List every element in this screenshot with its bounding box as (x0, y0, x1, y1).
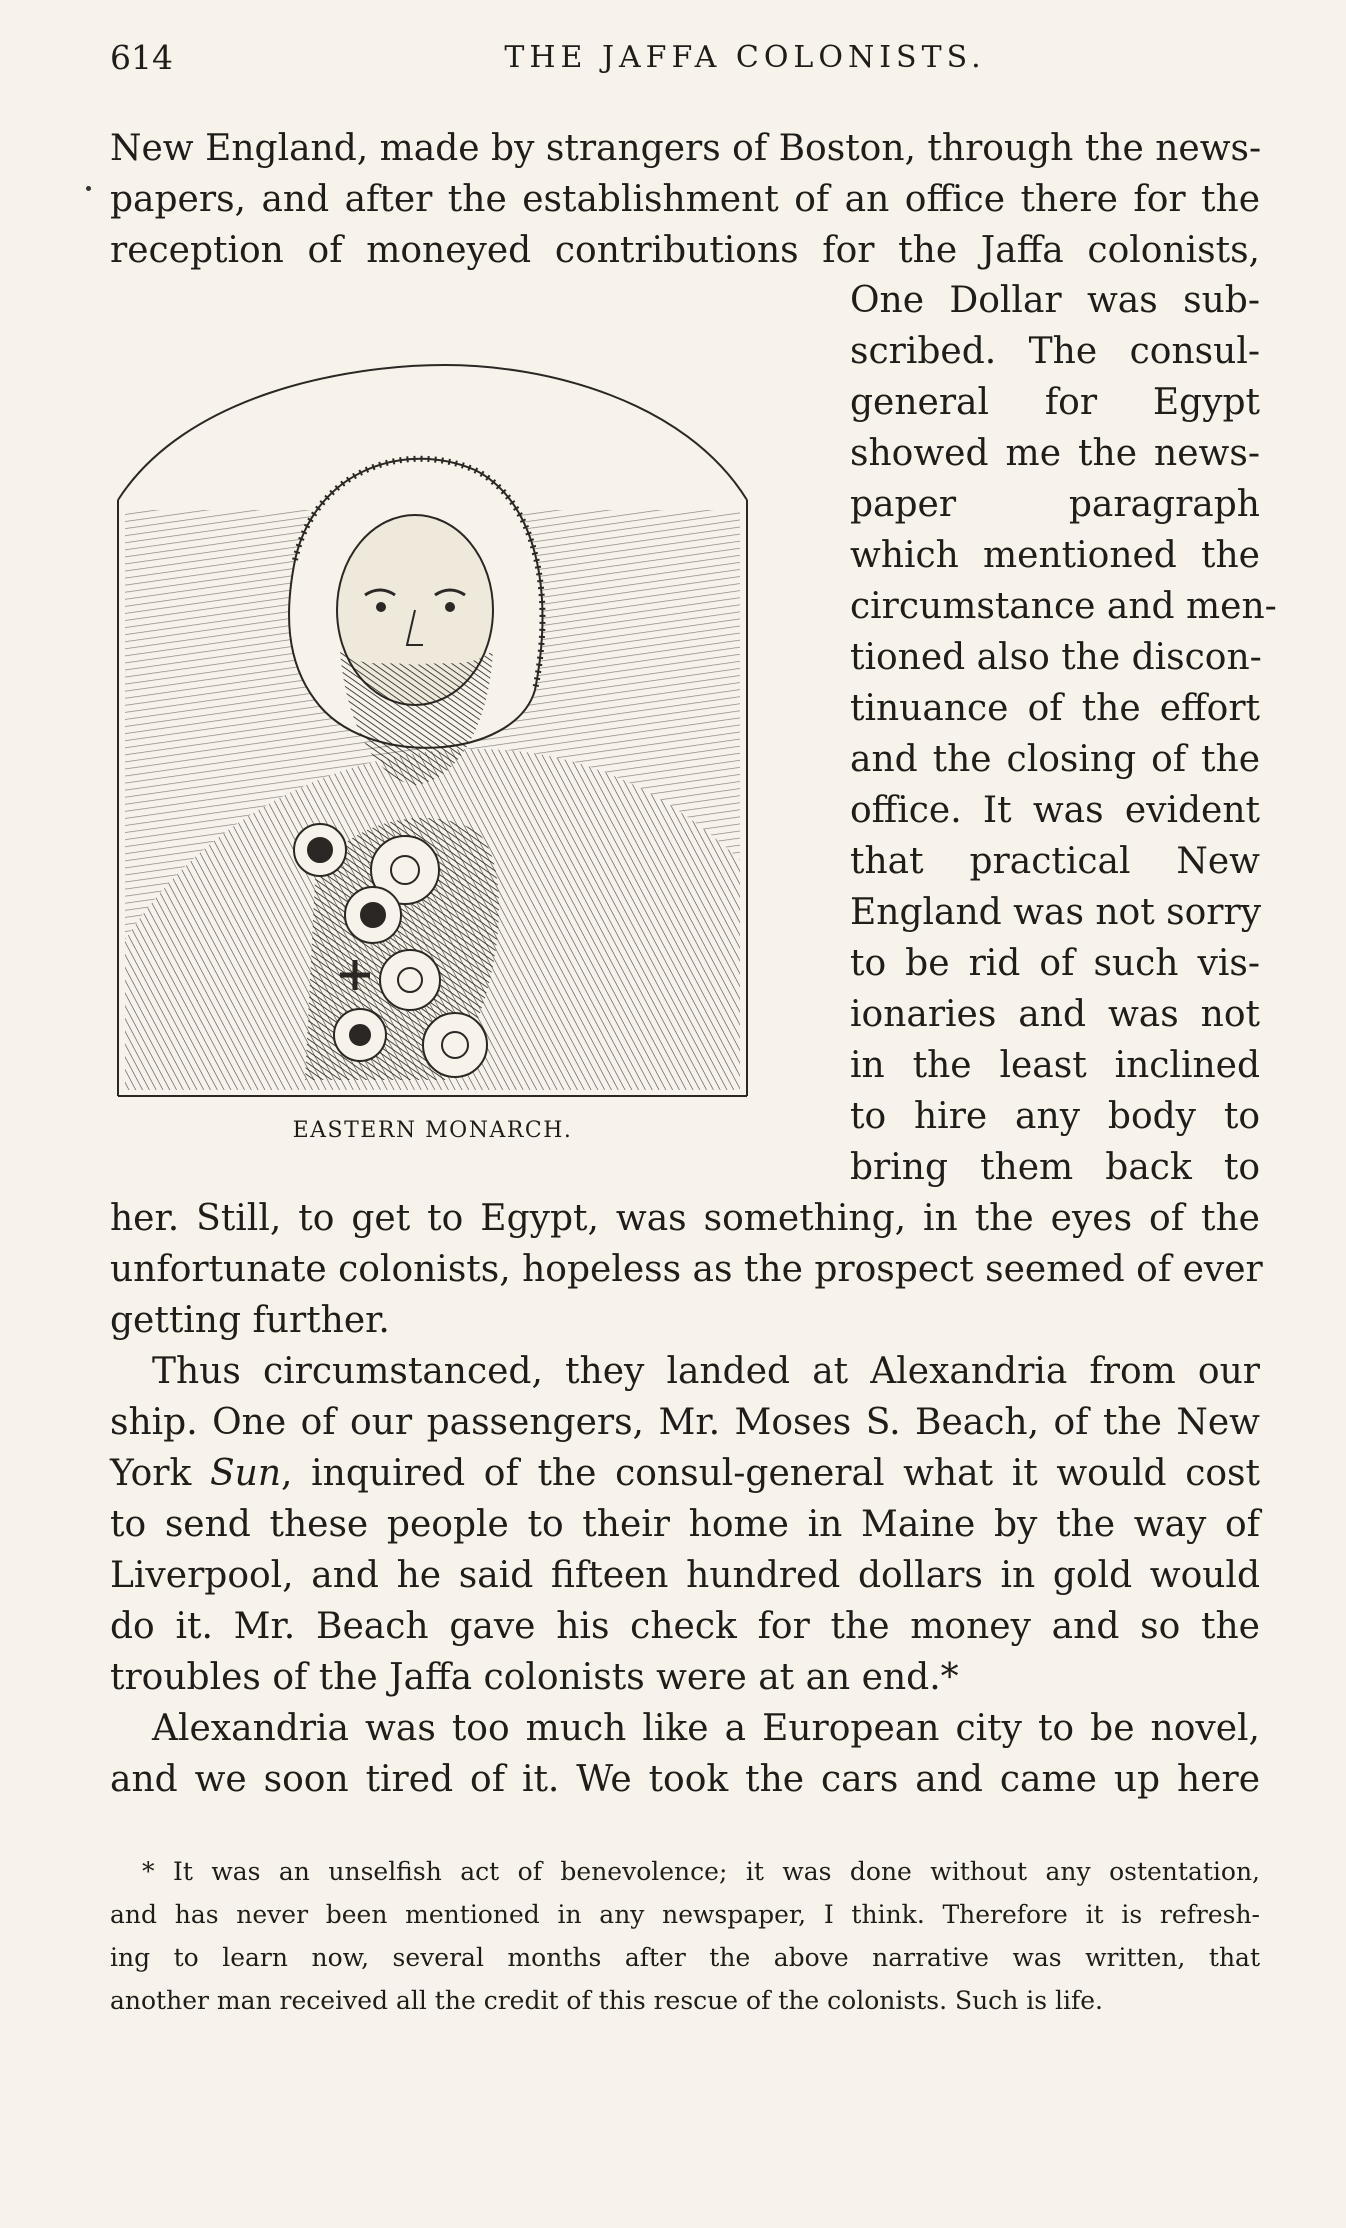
illustration-caption: EASTERN MONARCH. (292, 1118, 573, 1143)
text-line: troubles of the Jaffa colonists were at an end.* (110, 1657, 959, 1698)
footnote-line: * It was an unselfish act of benevolence; it was done without any ostentation, (142, 1857, 1260, 1886)
page-number: 614 (110, 38, 173, 77)
text-line: England was not sorry (850, 892, 1262, 933)
text-line: general for Egypt (850, 382, 1260, 423)
footnote-line: another man received all the credit of this rescue of the colonists. Such is life. (110, 1986, 1103, 2015)
footnote-line: and has never been mentioned in any newspaper, I think. Therefore it is refresh- (110, 1900, 1260, 1929)
text-line: ionaries and was not (850, 994, 1260, 1035)
text-line: and the closing of the (850, 739, 1260, 780)
text-line: which mentioned the (850, 535, 1260, 576)
text-line: that practical New (850, 841, 1260, 882)
text-line: ship. One of our passengers, Mr. Moses S. Beach, of the New (110, 1402, 1260, 1443)
text-line: showed me the news- (850, 433, 1260, 474)
running-head: THE JAFFA COLONISTS. (504, 40, 986, 75)
text-span: York (110, 1453, 210, 1494)
page-header (110, 38, 1260, 88)
text-span: , inquired of the consul-general what it would cost (281, 1453, 1260, 1494)
text-line: do it. Mr. Beach gave his check for the money and so the (110, 1606, 1260, 1647)
text-line: paper paragraph (850, 484, 1260, 525)
text-line: Liverpool, and he said fifteen hundred dollars in gold would (110, 1555, 1260, 1596)
text-line: scribed. The consul- (850, 331, 1260, 372)
newspaper-title: Sun (210, 1453, 282, 1494)
text-line: Alexandria was too much like a European city to be novel, (152, 1708, 1260, 1749)
text-line (110, 1448, 1260, 1499)
text-line: in the least inclined (850, 1045, 1260, 1086)
text-line: to send these people to their home in Maine by the way of (110, 1504, 1260, 1545)
text-line: to be rid of such vis- (850, 943, 1260, 984)
text-line: to hire any body to (850, 1096, 1260, 1137)
text-line: office. It was evident (850, 790, 1260, 831)
text-line: Thus circumstanced, they landed at Alexandria from our (152, 1351, 1260, 1392)
text-line: and we soon tired of it. We took the cars and came up here (110, 1759, 1260, 1800)
text-line: One Dollar was sub- (850, 280, 1260, 321)
text-line: tinuance of the effort (850, 688, 1260, 729)
margin-mark (86, 186, 91, 191)
text-line: her. Still, to get to Egypt, was something, in the eyes of the (110, 1198, 1260, 1239)
text-line: circumstance and men- (850, 586, 1277, 627)
text-line: papers, and after the establishment of an office there for the (110, 179, 1260, 220)
text-line: reception of moneyed contributions for the Jaffa colonists, (110, 230, 1260, 271)
text-line: getting further. (110, 1300, 390, 1341)
text-line: tioned also the discon- (850, 637, 1262, 678)
eastern-monarch-engraving (115, 360, 750, 1100)
text-line: bring them back to (850, 1147, 1260, 1188)
footnote-line: ing to learn now, several months after the above narrative was written, that (110, 1943, 1260, 1972)
text-line: New England, made by strangers of Boston, through the news- (110, 128, 1262, 169)
text-line: unfortunate colonists, hopeless as the prospect seemed of ever (110, 1249, 1263, 1290)
